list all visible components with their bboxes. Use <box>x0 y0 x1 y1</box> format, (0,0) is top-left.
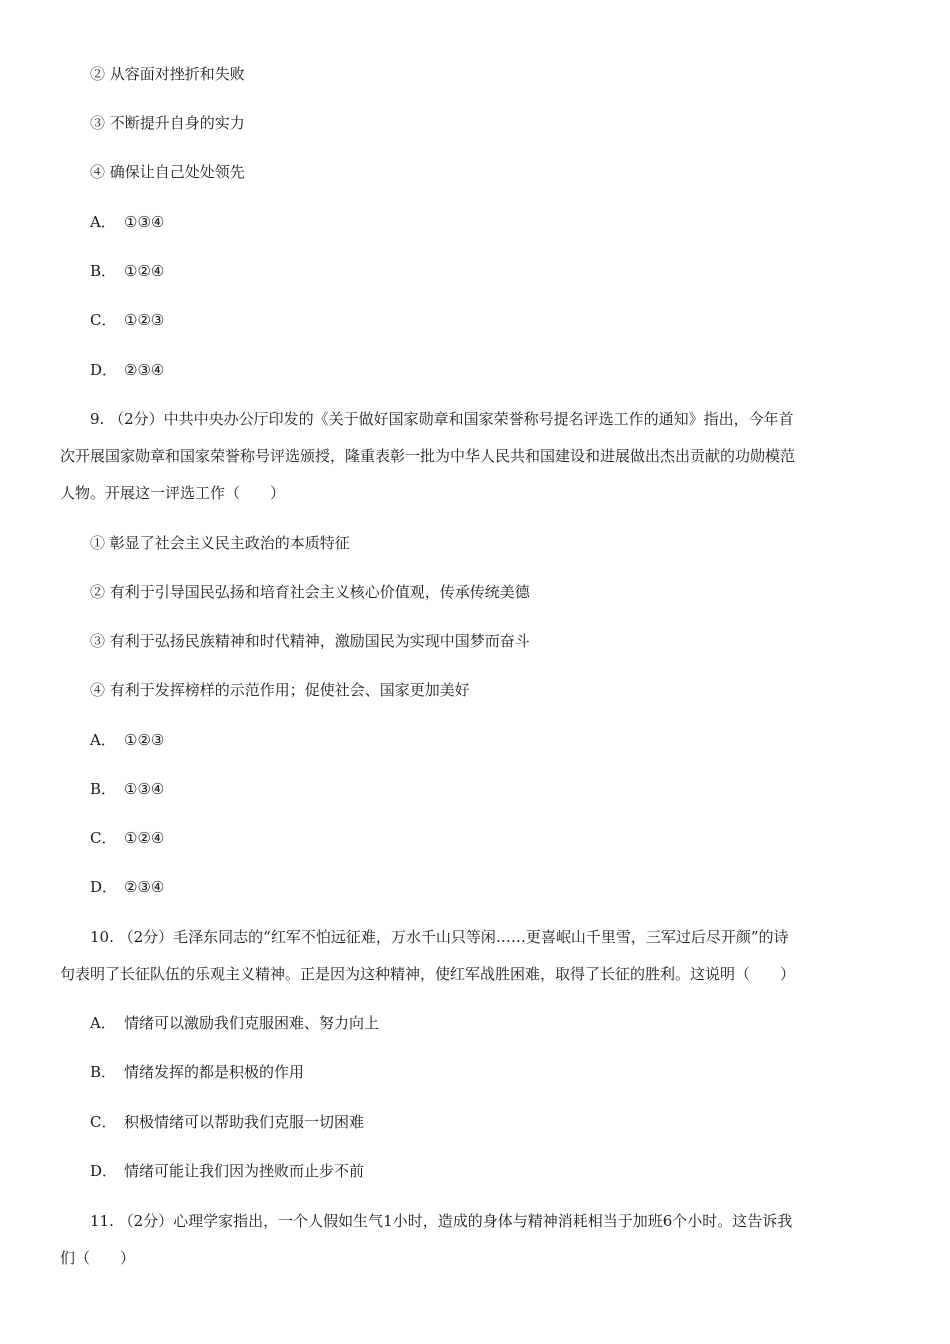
option-letter: C． <box>90 1113 117 1131</box>
q10-option-d <box>90 1161 364 1181</box>
q8-statement-4: ④ 确保让自己处处领先 <box>90 163 245 181</box>
option-text: ①③④ <box>124 213 165 231</box>
q9-statement-4: ④ 有利于发挥榜样的示范作用；促使社会、国家更加美好 <box>90 681 470 699</box>
option-text: ②③④ <box>124 361 165 379</box>
option-letter: B． <box>90 780 117 798</box>
q9-option-a <box>90 730 164 750</box>
option-text: ②③④ <box>124 878 165 896</box>
q9-statement-3: ③ 有利于弘扬民族精神和时代精神，激励国民为实现中国梦而奋斗 <box>90 632 530 650</box>
q10-option-c <box>90 1112 364 1132</box>
q9-option-b <box>90 779 164 799</box>
option-letter: C． <box>90 829 117 847</box>
q10-stem-line-1: 10. （2分）毛泽东同志的“红军不怕远征难，万水千山只等闲……更喜岷山千里雪，三军过后尽开颜”的诗 <box>90 928 789 946</box>
option-letter: B． <box>90 262 117 280</box>
q10-option-b <box>90 1062 304 1082</box>
q11-stem-line-2: 们（ ） <box>60 1249 136 1267</box>
option-text: 情绪可以激励我们克服困难、努力向上 <box>124 1014 380 1032</box>
option-letter: B． <box>90 1063 117 1081</box>
option-text: 积极情绪可以帮助我们克服一切困难 <box>124 1113 365 1131</box>
q9-stem-line-2: 次开展国家勋章和国家荣誉称号评选颁授，隆重表彰一批为中华人民共和国建设和进展做出杰出贡献的功勋模范 <box>60 447 796 465</box>
option-letter: C． <box>90 311 117 329</box>
q9-option-d <box>90 877 164 897</box>
q9-option-c <box>90 828 164 848</box>
option-letter: A． <box>90 731 116 749</box>
q8-option-d <box>90 360 164 380</box>
q8-statement-2: ② 从容面对挫折和失败 <box>90 65 245 83</box>
q8-statement-3: ③ 不断提升自身的实力 <box>90 114 245 132</box>
q9-statement-2: ② 有利于引导国民弘扬和培育社会主义核心价值观，传承传统美德 <box>90 583 530 601</box>
q10-stem-line-2: 句表明了长征队伍的乐观主义精神。正是因为这种精神，使红军战胜困难，取得了长征的胜利。这说明（ ） <box>60 965 796 983</box>
option-letter: A． <box>90 213 116 231</box>
option-text: ①②④ <box>124 829 165 847</box>
option-text: 情绪发挥的都是积极的作用 <box>124 1063 305 1081</box>
q9-stem-line-3: 人物。开展这一评选工作（ ） <box>60 484 286 502</box>
option-letter: A． <box>90 1014 116 1032</box>
q11-stem-line-1: 11. （2分）心理学家指出，一个人假如生气1小时，造成的身体与精神消耗相当于加班6个小时。这告诉我 <box>90 1212 793 1230</box>
q8-option-c <box>90 310 164 330</box>
option-text: ①②③ <box>124 311 165 329</box>
option-text: ①②④ <box>124 262 165 280</box>
q10-option-a <box>90 1013 379 1033</box>
q9-stem-line-1: 9. （2分）中共中央办公厅印发的《关于做好国家勋章和国家荣誉称号提名评选工作的通知》指出，今年首 <box>90 410 794 428</box>
option-text: 情绪可能让我们因为挫败而止步不前 <box>124 1162 365 1180</box>
option-letter: D． <box>90 878 118 896</box>
option-letter: D． <box>90 361 118 379</box>
q8-option-a <box>90 212 164 232</box>
option-letter: D． <box>90 1162 118 1180</box>
option-text: ①③④ <box>124 780 165 798</box>
q9-statement-1: ① 彰显了社会主义民主政治的本质特征 <box>90 534 350 552</box>
option-text: ①②③ <box>124 731 165 749</box>
q8-option-b <box>90 261 164 281</box>
